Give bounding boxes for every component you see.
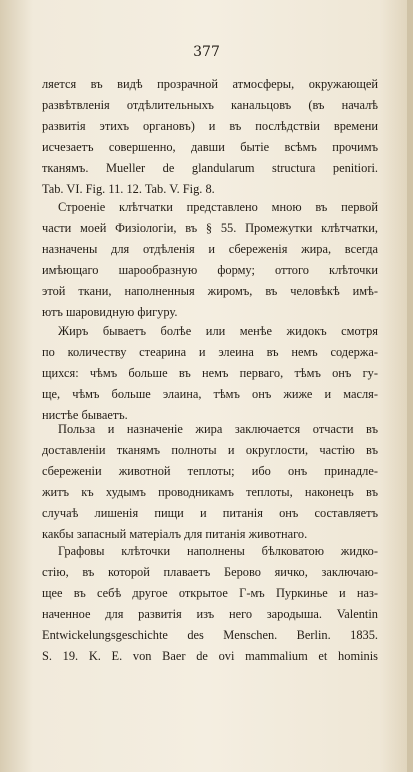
paragraph-2 xyxy=(42,197,378,323)
page-number: 377 xyxy=(193,44,220,60)
text-line: имѣющаго шарообразную форму; оттого клѣточки xyxy=(42,263,378,277)
text-line: назначены для отдѣленія и сбереженія жира, всегда xyxy=(42,242,378,256)
paragraph-5 xyxy=(42,541,378,667)
text-line: исчезаетъ совершенно, давши бытіе всѣмъ прочимъ xyxy=(42,140,378,154)
page-edge-shadow xyxy=(407,0,413,772)
text-line: ютъ шаровидную фигуру. xyxy=(42,305,178,319)
text-line: по количеству стеарина и элеина въ немъ содержа- xyxy=(42,345,378,359)
text-line: Entwickelungsgeschichte des Menschen. Berlin. 1835. xyxy=(42,628,378,642)
paragraph-1 xyxy=(42,74,378,200)
text-line: развитія этихъ органовъ) и въ послѣдствіи времени xyxy=(42,119,378,133)
text-line: щихся: чѣмъ больше въ немъ перваго, тѣмъ онъ гу- xyxy=(42,366,378,380)
text-line: развѣтвленія отдѣлительныхъ канальцовъ (въ началѣ xyxy=(42,98,378,112)
text-line: наченное для развитія изъ него зародыша. Valentin xyxy=(42,607,378,621)
text-line: части моей Физіологіи, въ § 55. Промежутки клѣтчатки, xyxy=(42,221,378,235)
text-line: щее въ себѣ другое открытое Г-мъ Пуркинье и наз- xyxy=(42,586,378,600)
text-line: Польза и назначеніе жира заключается отчасти въ xyxy=(58,422,378,436)
text-line: Жиръ бываетъ болѣе или менѣе жидокъ смотря xyxy=(58,324,378,338)
text-line: Tab. VI. Fig. 11. 12. Tab. V. Fig. 8. xyxy=(42,182,215,196)
text-line: тканямъ. Mueller de glandularum structura penitiori. xyxy=(42,161,378,175)
text-line: ще, чѣмъ больше элаина, тѣмъ онъ жиже и масля- xyxy=(42,387,378,401)
paragraph-3 xyxy=(42,321,378,426)
text-line: этой ткани, наполненныя жиромъ, въ человѣкѣ имѣ- xyxy=(42,284,378,298)
text-line: случаѣ лишенія пищи и питанія онъ составляетъ xyxy=(42,506,378,520)
paragraph-4 xyxy=(42,419,378,545)
text-line: Строеніе клѣтчатки представлено мною въ первой xyxy=(58,200,378,214)
text-line: сбереженіи животной теплоты; ибо онъ принадле- xyxy=(42,464,378,478)
text-line: доставленіи тканямъ полноты и округлости, частію въ xyxy=(42,443,378,457)
text-line: житъ къ худымъ проводникамъ теплоты, наконецъ въ xyxy=(42,485,378,499)
text-line: стію, въ которой плаваетъ Берово яичко, заключаю- xyxy=(42,565,378,579)
text-line: S. 19. K. E. von Baer de ovi mammalium et hominis xyxy=(42,649,378,663)
text-line: нистѣе бываетъ. xyxy=(42,408,128,422)
text-line: ляется въ видѣ прозрачной атмосферы, окружающей xyxy=(42,77,378,91)
text-line: Графовы клѣточки наполнены бѣлковатою жидко- xyxy=(58,544,378,558)
text-line: какбы запасный матеріалъ для питанія животнаго. xyxy=(42,527,308,541)
